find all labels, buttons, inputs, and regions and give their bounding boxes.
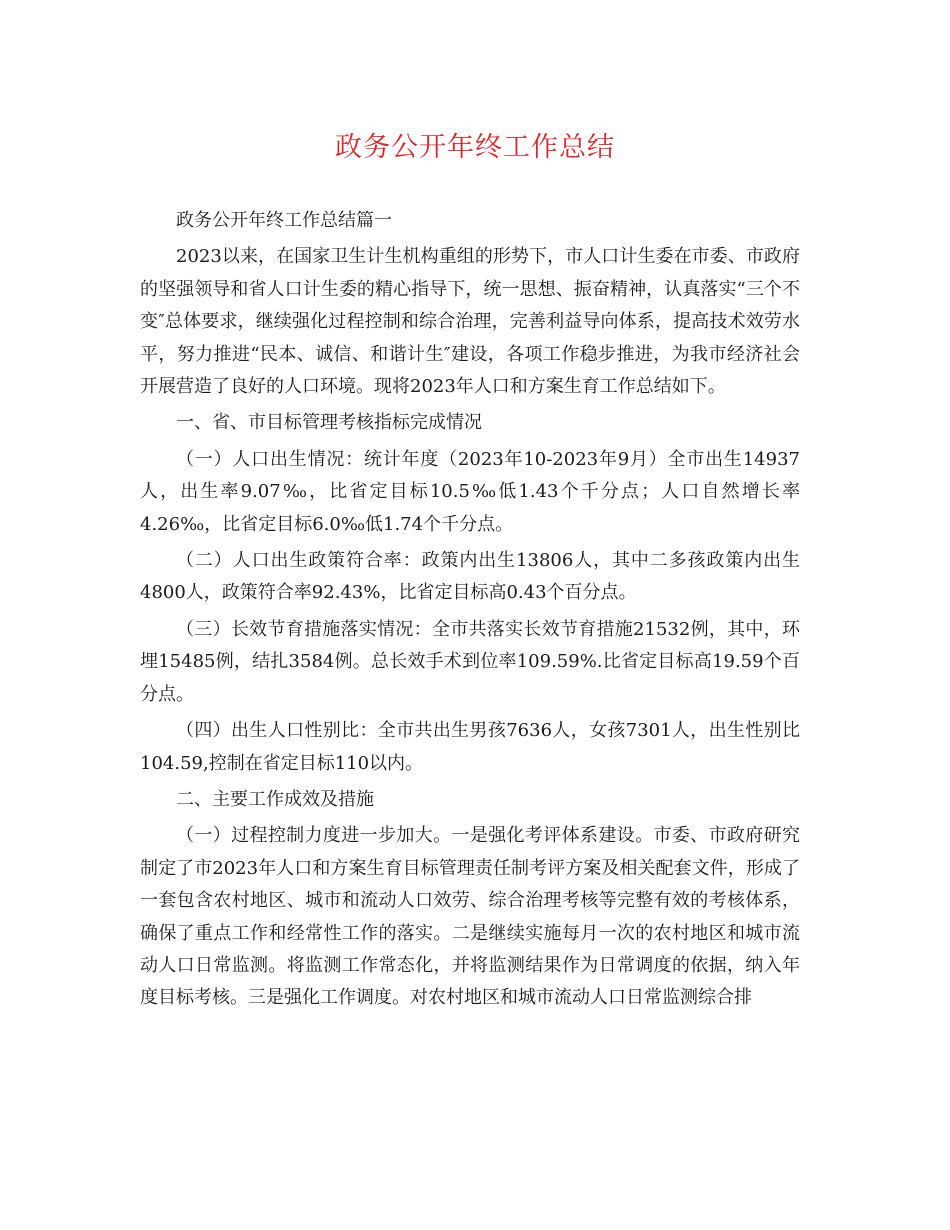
section-heading: 一、省、市目标管理考核指标完成情况 xyxy=(176,412,482,434)
paragraph: （二）人口出生政策符合率：政策内出生13806人，其中二多孩政策内出生4800人，政策符合率92.43%，比省定目标高0.43个百分点。 xyxy=(140,550,800,604)
paragraph: （三）长效节育措施落实情况：全市共落实长效节育措施21532例，其中，环埋15485例，结扎3584例。总长效手术到位率109.59%.比省定目标高19.59个百分点。 xyxy=(140,618,800,705)
paragraph: （一）人口出生情况：统计年度（2023年10-2023年9月）全市出生14937人，出生率9.07‰，比省定目标10.5‰低1.43个千分点；人口自然增长率4.26‰，比省定目标6.0‰低1.74个千分点。 xyxy=(140,448,800,535)
paragraph: 2023以来，在国家卫生计生机构重组的形势下，市人口计生委在市委、市政府的坚强领导和省人口计生委的精心指导下，统一思想、振奋精神，认真落实“三个不变″总体要求，继续强化过程控制和综合治理，完善利益导向体系，提高技术效劳水平，努力推进“民本、诚信、和谐计生″建设，各项工作稳步推进，为我市经济社会开展营造了良好的人口环境。现将2023年人口和方案生育工作总结如下。 xyxy=(140,246,800,398)
section-heading: 二、主要工作成效及措施 xyxy=(176,788,374,810)
document-title: 政务公开年终工作总结 xyxy=(335,132,615,163)
paragraph: （一）过程控制力度进一步加大。一是强化考评体系建设。市委、市政府研究制定了市2023年人口和方案生育目标管理责任制考评方案及相关配套文件，形成了一套包含农村地区、城市和流动人口效劳、综合治理考核等完整有效的考核体系，确保了重点工作和经常性工作的落实。二是继续实施每月一次的农村地区和城市流动人口日常监测。将监测工作常态化，并将监测结果作为日常调度的依据，纳入年度目标考核。三是强化工作调度。对农村地区和城市流动人口日常监测综合排 xyxy=(140,825,800,1009)
paragraph: （四）出生人口性别比：全市共出生男孩7636人，女孩7301人，出生性别比104.59,控制在省定目标110以内。 xyxy=(140,720,800,774)
document-body xyxy=(140,205,800,1019)
section-heading: 政务公开年终工作总结篇一 xyxy=(176,210,392,231)
